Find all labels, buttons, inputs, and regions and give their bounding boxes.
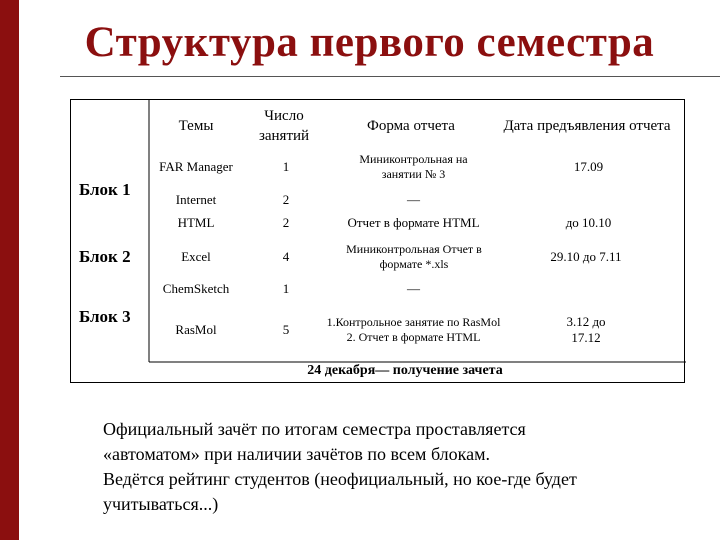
paragraph-line: «автоматом» при наличии зачётов по всем блокам. <box>103 444 490 464</box>
table-footnote: 24 декабря— получение зачета <box>307 363 503 379</box>
row-4-topic: Excel <box>181 248 211 264</box>
row-1-topic: FAR Manager <box>159 158 233 174</box>
row-4-form: Миниконтрольная Отчет в формате *.xls <box>346 242 482 271</box>
row-1-form: Миниконтрольная на занятии № 3 <box>359 152 468 181</box>
row-1-count: 1 <box>282 158 290 174</box>
row-4-date: 29.10 до 7.11 <box>550 248 622 264</box>
table-grid <box>71 100 686 384</box>
row-5-form: — <box>407 280 420 296</box>
row-6-form: 1.Контрольное занятие по RasMol 2. Отчет в формате HTML <box>326 315 501 344</box>
row-6-date: 3.12 до 17.12 <box>566 313 606 345</box>
row-3-count: 2 <box>282 214 290 230</box>
block-1-label: Блок 1 <box>79 180 131 200</box>
row-2-count: 2 <box>282 191 290 207</box>
semester-table <box>70 99 685 383</box>
side-accent-bar <box>0 0 19 540</box>
row-5-topic: ChemSketch <box>162 280 230 296</box>
header-form: Форма отчета <box>367 117 455 134</box>
row-3-date: до 10.10 <box>565 214 612 230</box>
row-3-form: Отчет в формате HTML <box>347 214 480 230</box>
row-1-date: 17.09 <box>573 158 604 174</box>
row-6-topic: RasMol <box>175 321 217 337</box>
row-3-topic: HTML <box>177 214 215 230</box>
block-2-label: Блок 2 <box>79 247 131 267</box>
row-2-form: — <box>407 191 420 207</box>
title-divider <box>60 76 720 77</box>
row-5-count: 1 <box>282 280 290 296</box>
header-date: Дата предъявления отчета <box>503 117 671 134</box>
paragraph-line: учитываться...) <box>103 494 219 514</box>
header-count: Число занятий <box>258 107 310 144</box>
row-2-topic: Internet <box>175 191 217 207</box>
row-6-count: 5 <box>282 321 290 337</box>
header-topics: Темы <box>178 117 214 134</box>
semester-note-paragraph <box>103 417 703 517</box>
row-4-count: 4 <box>282 248 290 264</box>
paragraph-line: Официальный зачёт по итогам семестра проставляется <box>103 419 526 439</box>
paragraph-line: Ведётся рейтинг студентов (неофициальный, но кое-где будет <box>103 469 577 489</box>
page-title: Структура первого семестра <box>84 19 655 66</box>
block-3-label: Блок 3 <box>79 307 131 327</box>
